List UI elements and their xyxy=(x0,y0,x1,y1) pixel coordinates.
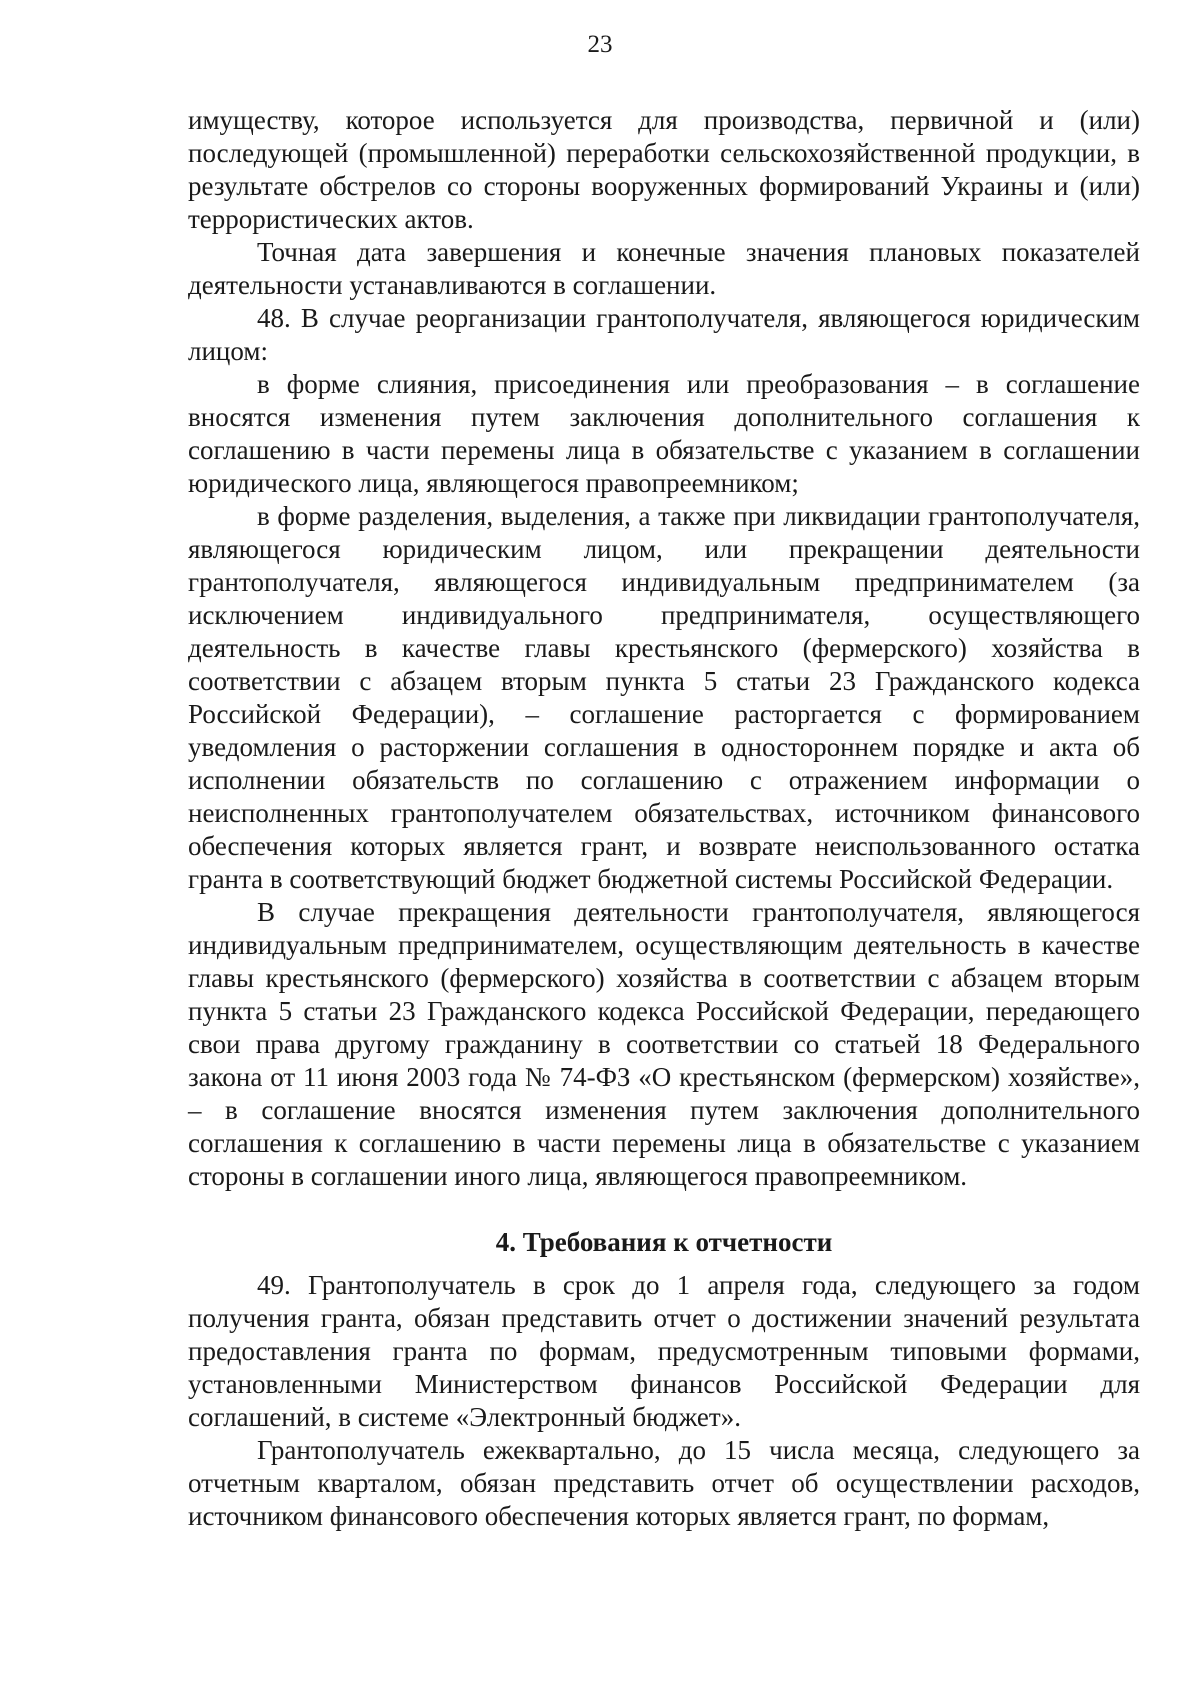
paragraph-termination-individual: В случае прекращения деятельности грантополучателя, являющегося индивидуальным предпринимателем, осуществляющим деятельность в качестве главы крестьянского (фермерского) хозяйства в соответствии с абзацем вторым пункта 5 статьи 23 Гражданского кодекса Российской Федерации, передающего свои права другому гражданину в соответствии со статьей 18 Федерального закона от 11 июня 2003 года № 74-ФЗ «О крестьянском (фермерском) хозяйстве», – в соглашение вносятся изменения путем заключения дополнительного соглашения к соглашению в части перемены лица в обязательстве с указанием стороны в соглашении иного лица, являющегося правопреемником. xyxy=(188,897,1140,1191)
paragraph-49-report: 49. Грантополучатель в срок до 1 апреля года, следующего за годом получения гранта, обязан представить отчет о достижении значений результата предоставления гранта по формам, предусмотренным типовыми формами, установленными Министерством финансов Российской Федерации для соглашений, в системе «Электронный бюджет». xyxy=(188,1270,1140,1432)
page-number: 23 xyxy=(587,31,613,58)
paragraph-exact-date: Точная дата завершения и конечные значения плановых показателей деятельности устанавливаются в соглашении. xyxy=(188,237,1140,300)
document-body xyxy=(188,104,1140,1533)
paragraph-48-reorganization: 48. В случае реорганизации грантополучателя, являющегося юридическим лицом: xyxy=(188,303,1140,366)
paragraph-merger-form: в форме слияния, присоединения или преобразования – в соглашение вносятся изменения путем заключения дополнительного соглашения к соглашению в части перемены лица в обязательстве с указанием в соглашении юридического лица, являющегося правопреемником; xyxy=(188,369,1140,498)
paragraph-property-damage: имуществу, которое используется для производства, первичной и (или) последующей (промышленной) переработки сельскохозяйственной продукции, в результате обстрелов со стороны вооруженных формирований Украины и (или) террористических актов. xyxy=(188,105,1140,234)
section-heading-reporting: 4. Требования к отчетности xyxy=(495,1227,833,1257)
paragraph-division-form: в форме разделения, выделения, а также при ликвидации грантополучателя, являющегося юридическим лицом, или прекращении деятельности грантополучателя, являющегося индивидуальным предпринимателем (за исключением индивидуального предпринимателя, осуществляющего деятельность в качестве главы крестьянского (фермерского) хозяйства в соответствии с абзацем вторым пункта 5 статьи 23 Гражданского кодекса Российской Федерации), – соглашение расторгается с формированием уведомления о расторжении соглашения в одностороннем порядке и акта об исполнении обязательств по соглашению с отражением информации о неисполненных грантополучателем обязательствах, источником финансового обеспечения которых является грант, и возврате неиспользованного остатка гранта в соответствующий бюджет бюджетной системы Российской Федерации. xyxy=(188,501,1140,894)
paragraph-quarterly-report: Грантополучатель ежеквартально, до 15 числа месяца, следующего за отчетным кварталом, обязан представить отчет об осуществлении расходов, источником финансового обеспечения которых является грант, по формам, xyxy=(188,1435,1140,1531)
